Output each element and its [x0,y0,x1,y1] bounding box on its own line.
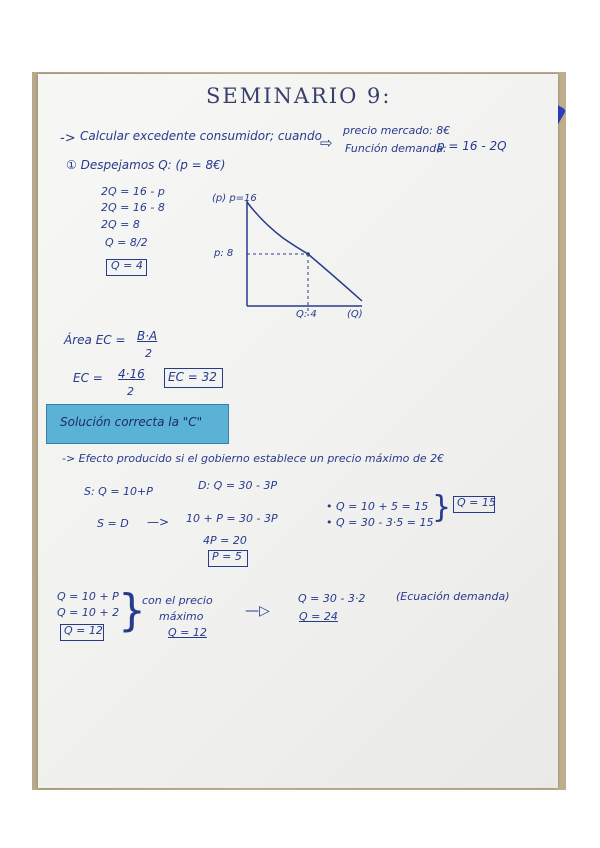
area-denominator: 2 [145,347,152,360]
area-label: Área EC = [64,333,126,347]
intro-arrow: -> [60,131,76,146]
area-numerator: B·A [137,329,158,343]
cap-arrow: —▷ [245,603,270,619]
ec-denominator: 2 [127,385,134,398]
given-price: precio mercado: 8€ [343,124,451,137]
graph-x-mark: Q: 4 [296,309,317,320]
given-demand-label: Función demanda: [345,142,447,155]
check-line: • Q = 30 - 3·5 = 15 [326,516,434,529]
solve-line: 4P = 20 [203,534,247,547]
page-title: SEMINARIO 9: [206,84,392,108]
step1-line: 2Q = 16 - p [101,185,165,198]
q-result: Q = 15 [457,496,496,509]
p-result: P = 5 [212,550,242,563]
given-demand-eq: p = 16 - 2Q [437,139,507,153]
cap-result: Q = 12 [64,624,103,637]
cap-line: Q = 10 + P [57,590,119,603]
step1-line: 2Q = 16 - 8 [101,201,165,214]
cap-note: máximo [159,610,204,623]
equate-eq: 10 + P = 30 - 3P [186,512,278,525]
cap-brace: } [118,585,146,636]
solution-text: Solución correcta la "C" [60,415,203,429]
graph-y-mark: p: 8 [214,248,234,259]
ec-result: EC = 32 [168,370,217,384]
demand-curve [247,202,362,301]
step1-line: Q = 8/2 [105,236,148,249]
equilibrium-point [306,252,310,256]
demand-line: Q = 30 - 3·2 [298,592,366,605]
cap-note: Q = 12 [168,626,207,639]
part2-heading: -> Efecto producido si el gobierno establece un precio máximo de 2€ [62,452,445,465]
equate-arrow: —> [147,515,170,529]
step1-line: 2Q = 8 [101,218,140,231]
demand-eq: D: Q = 30 - 3P [198,479,278,492]
step1-result: Q = 4 [111,259,143,272]
graph-x-label: (Q) [347,309,363,320]
supply-eq: S: Q = 10+P [84,485,153,498]
check-line: • Q = 10 + 5 = 15 [326,500,429,513]
graph-y-label: (p) p=16 [212,193,257,204]
intro-text: Calcular excedente consumidor; cuando [80,129,322,143]
cap-line: Q = 10 + 2 [57,606,120,619]
equate-label: S = D [97,517,129,530]
ec-label: EC = [73,371,103,385]
demand-line: Q = 24 [299,610,338,623]
check-brace: } [432,490,452,525]
ec-numerator: 4·16 [118,367,145,381]
demand-note: (Ecuación demanda) [396,590,510,603]
intro-bracket-arrow: ⇨ [320,134,333,152]
cap-note: con el precio [142,594,213,607]
step1-heading: ① Despejamos Q: (p = 8€) [66,158,226,172]
